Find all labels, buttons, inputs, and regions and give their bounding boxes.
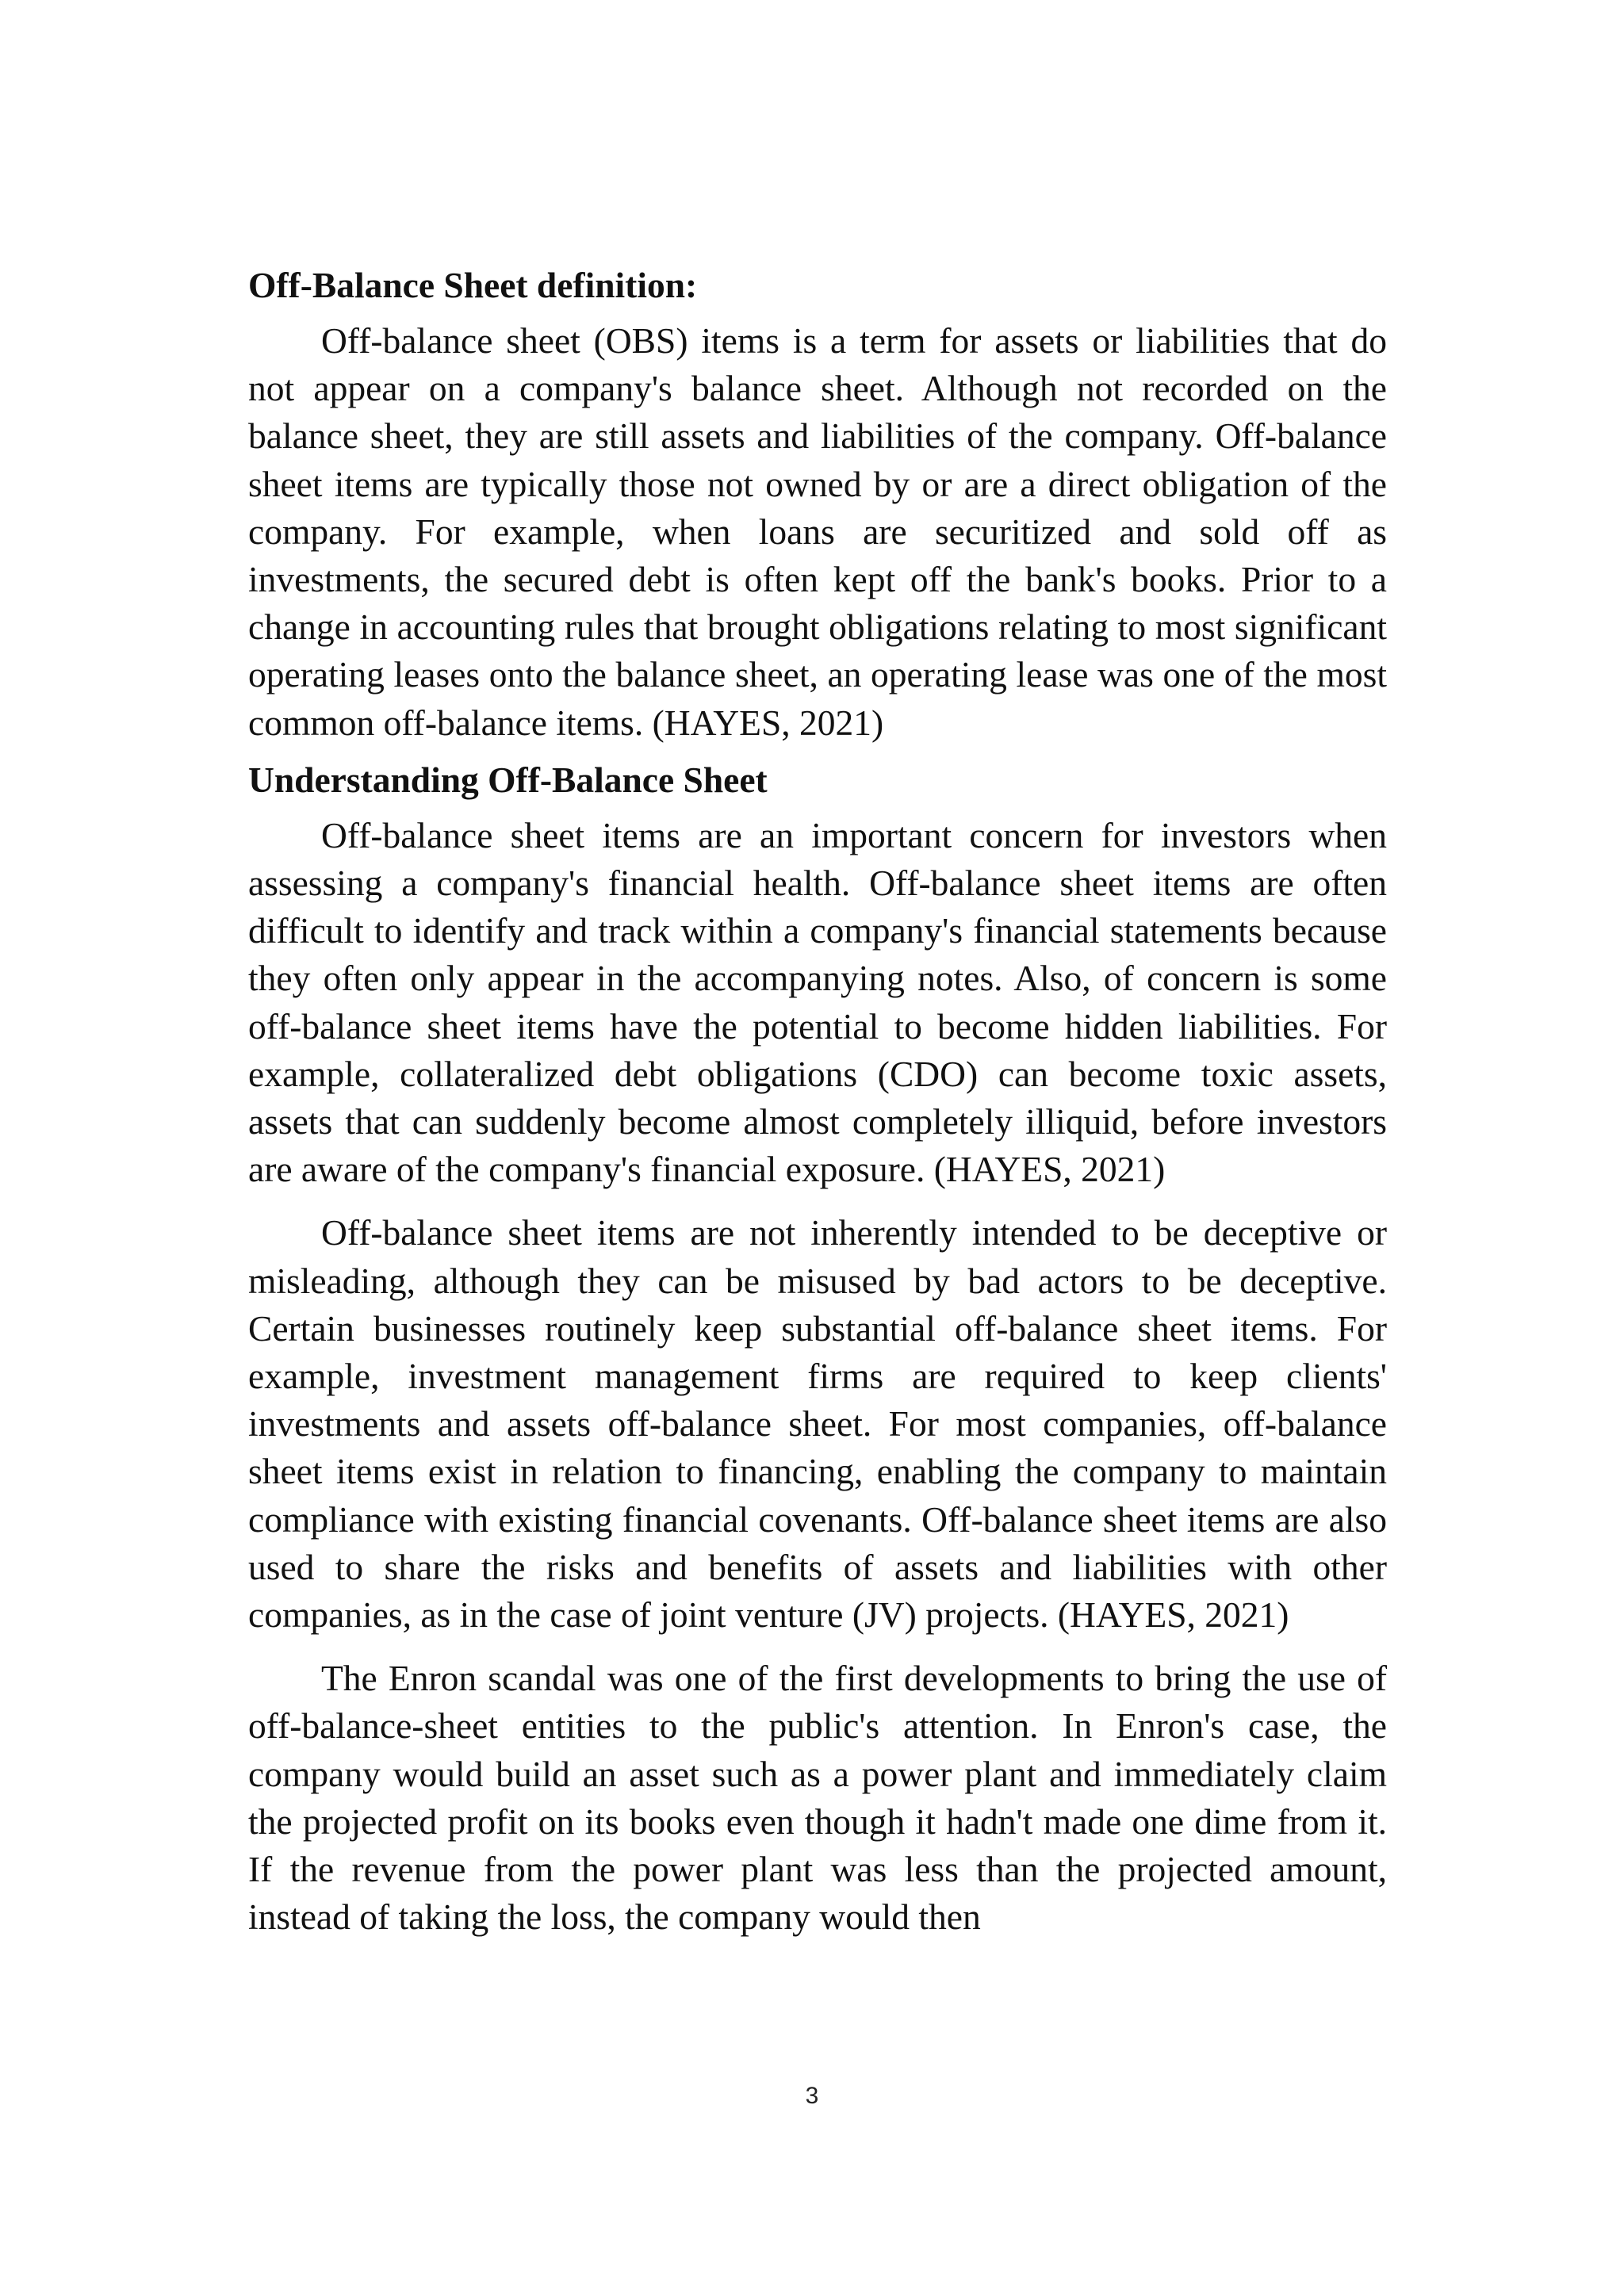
paragraph-investor-concern: Off-balance sheet items are an important concern for investors when assessing a company's financial health. Off-balance sheet items are often difficult to identify and track within a company's financial statements because they often only appear in the accompanying notes. Also, of concern is some off-balance sheet items have the potential to become hidden liabilities. For example, collateralized debt obligations (CDO) can become toxic assets, assets that can suddenly become almost completely illiquid, before investors are aware of the company's financial exposure. (HAYES, 2021) (248, 814, 1387, 1190)
paragraph-definition: Off-balance sheet (OBS) items is a term for assets or liabilities that do not appear on a company's balance sheet. Although not recorded on the balance sheet, they are still assets and liabilities of the company. Off-balance sheet items are typically those not owned by or are a direct obligation of the company. For example, when loans are securitized and sold off as investments, the secured debt is often kept off the bank's books. Prior to a change in accounting rules that brought obligations relating to most significant operating leases onto the balance sheet, an operating lease was one of the most common off-balance items. (HAYES, 2021) (248, 320, 1387, 743)
section-heading-definition: Off-Balance Sheet definition: (248, 265, 698, 305)
page-number: 3 (805, 2083, 819, 2109)
section-heading-understanding: Understanding Off-Balance Sheet (248, 759, 768, 800)
paragraph-not-deceptive: Off-balance sheet items are not inherently intended to be deceptive or misleading, although they can be misused by bad actors to be deceptive. Certain businesses routinely keep substantial off-balance sheet items. For example, investment management firms are required to keep clients' investments and assets off-balance sheet. For most companies, off-balance sheet items exist in relation to financing, enabling the company to maintain compliance with existing financial covenants. Off-balance sheet items are also used to share the risks and benefits of assets and liabilities with other companies, as in the case of joint venture (JV) projects. (HAYES, 2021) (248, 1212, 1387, 1636)
page-content (248, 262, 1387, 1942)
paragraph-enron: The Enron scandal was one of the first developments to bring the use of off-balance-sheet entities to the public's attention. In Enron's case, the company would build an asset such as a power plant and immediately claim the projected profit on its books even though it hadn't made one dime from it. If the revenue from the power plant was less than the projected amount, instead of taking the loss, the company would then (248, 1658, 1387, 1938)
